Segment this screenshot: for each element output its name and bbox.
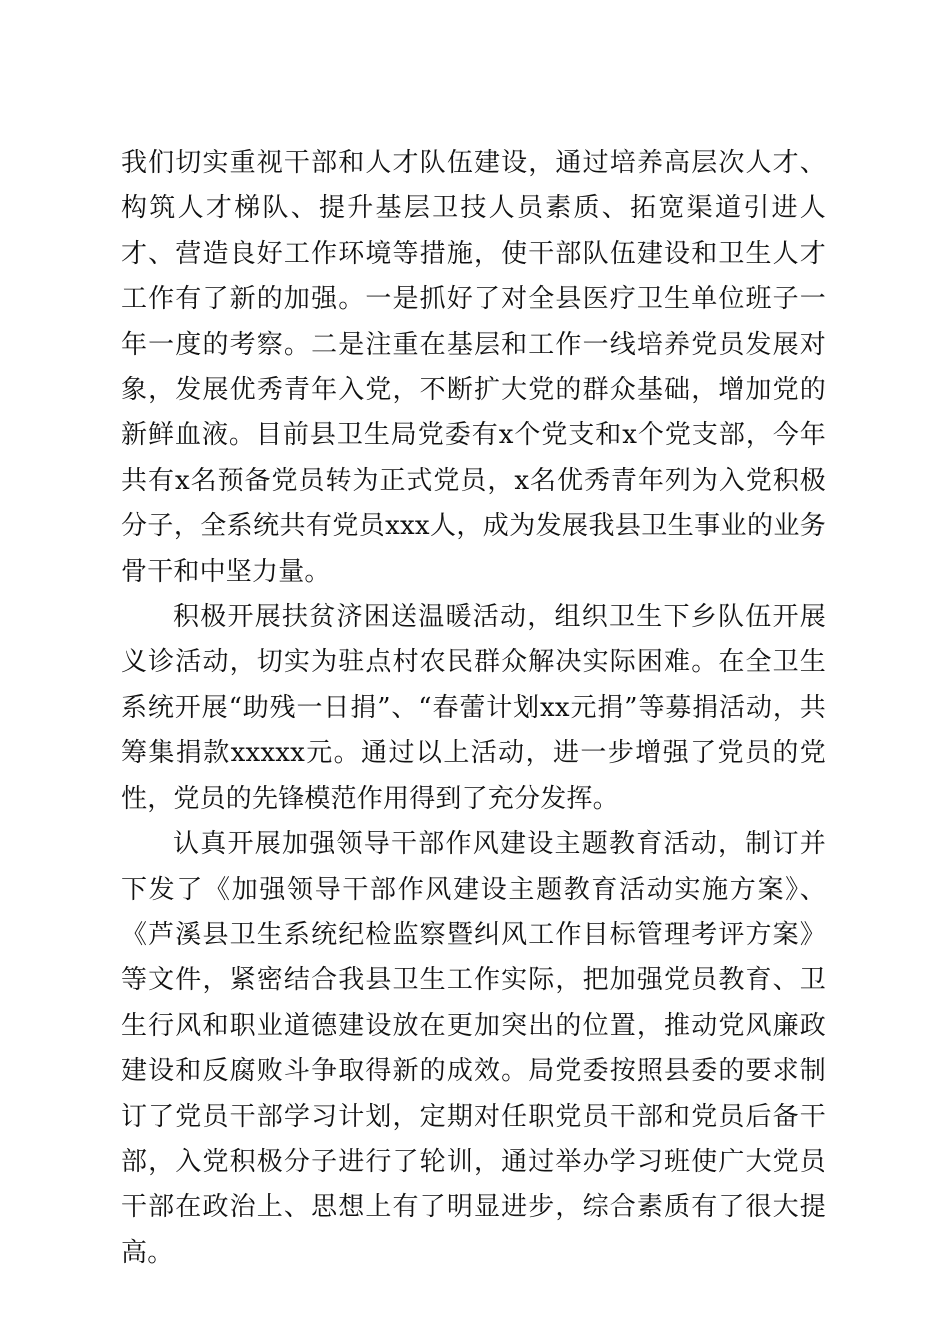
paragraph-cadre-talent-building: 我们切实重视干部和人才队伍建设，通过培养高层次人才、构筑人才梯队、提升基层卫技人员素质、拓宽渠道引进人才、营造良好工作环境等措施，使干部队伍建设和卫生人才工作有了新的加强。一是抓好了对全县医疗卫生单位班子一年一度的考察。二是注重在基层和工作一线培养党员发展对象，发展优秀青年入党，不断扩大党的群众基础，增加党的新鲜血液。目前县卫生局党委有x个党支和x个党支部，今年共有x名预备党员转为正式党员，x名优秀青年列为入党积极分子，全系统共有党员xxx人，成为发展我县卫生事业的业务骨干和中坚力量。 (121, 148, 826, 587)
paragraph-work-style-education: 认真开展加强领导干部作风建设主题教育活动，制订并下发了《加强领导干部作风建设主题教育活动实施方案》、《芦溪县卫生系统纪检监察暨纠风工作目标管理考评方案》等文件，紧密结合我县卫生工作实际，把加强党员教育、卫生行风和职业道德建设放在更加突出的位置，推动党风廉政建设和反腐败斗争取得新的成效。局党委按照县委的要求制订了党员干部学习计划，定期对任职党员干部和党员后备干部，入党积极分子进行了轮训，通过举办学习班使广大党员干部在政治上、思想上有了明显进步，综合素质有了很大提高。 (121, 829, 826, 1268)
paragraph-poverty-relief: 积极开展扶贫济困送温暖活动，组织卫生下乡队伍开展义诊活动，切实为驻点村农民群众解决实际困难。在全卫生系统开展“助残一日捐”、“春蕾计划xx元捐”等募捐活动，共筹集捐款xxxxx元。通过以上活动，进一步增强了党员的党性，党员的先锋模范作用得到了充分发挥。 (121, 602, 826, 814)
document-body (121, 141, 826, 1276)
